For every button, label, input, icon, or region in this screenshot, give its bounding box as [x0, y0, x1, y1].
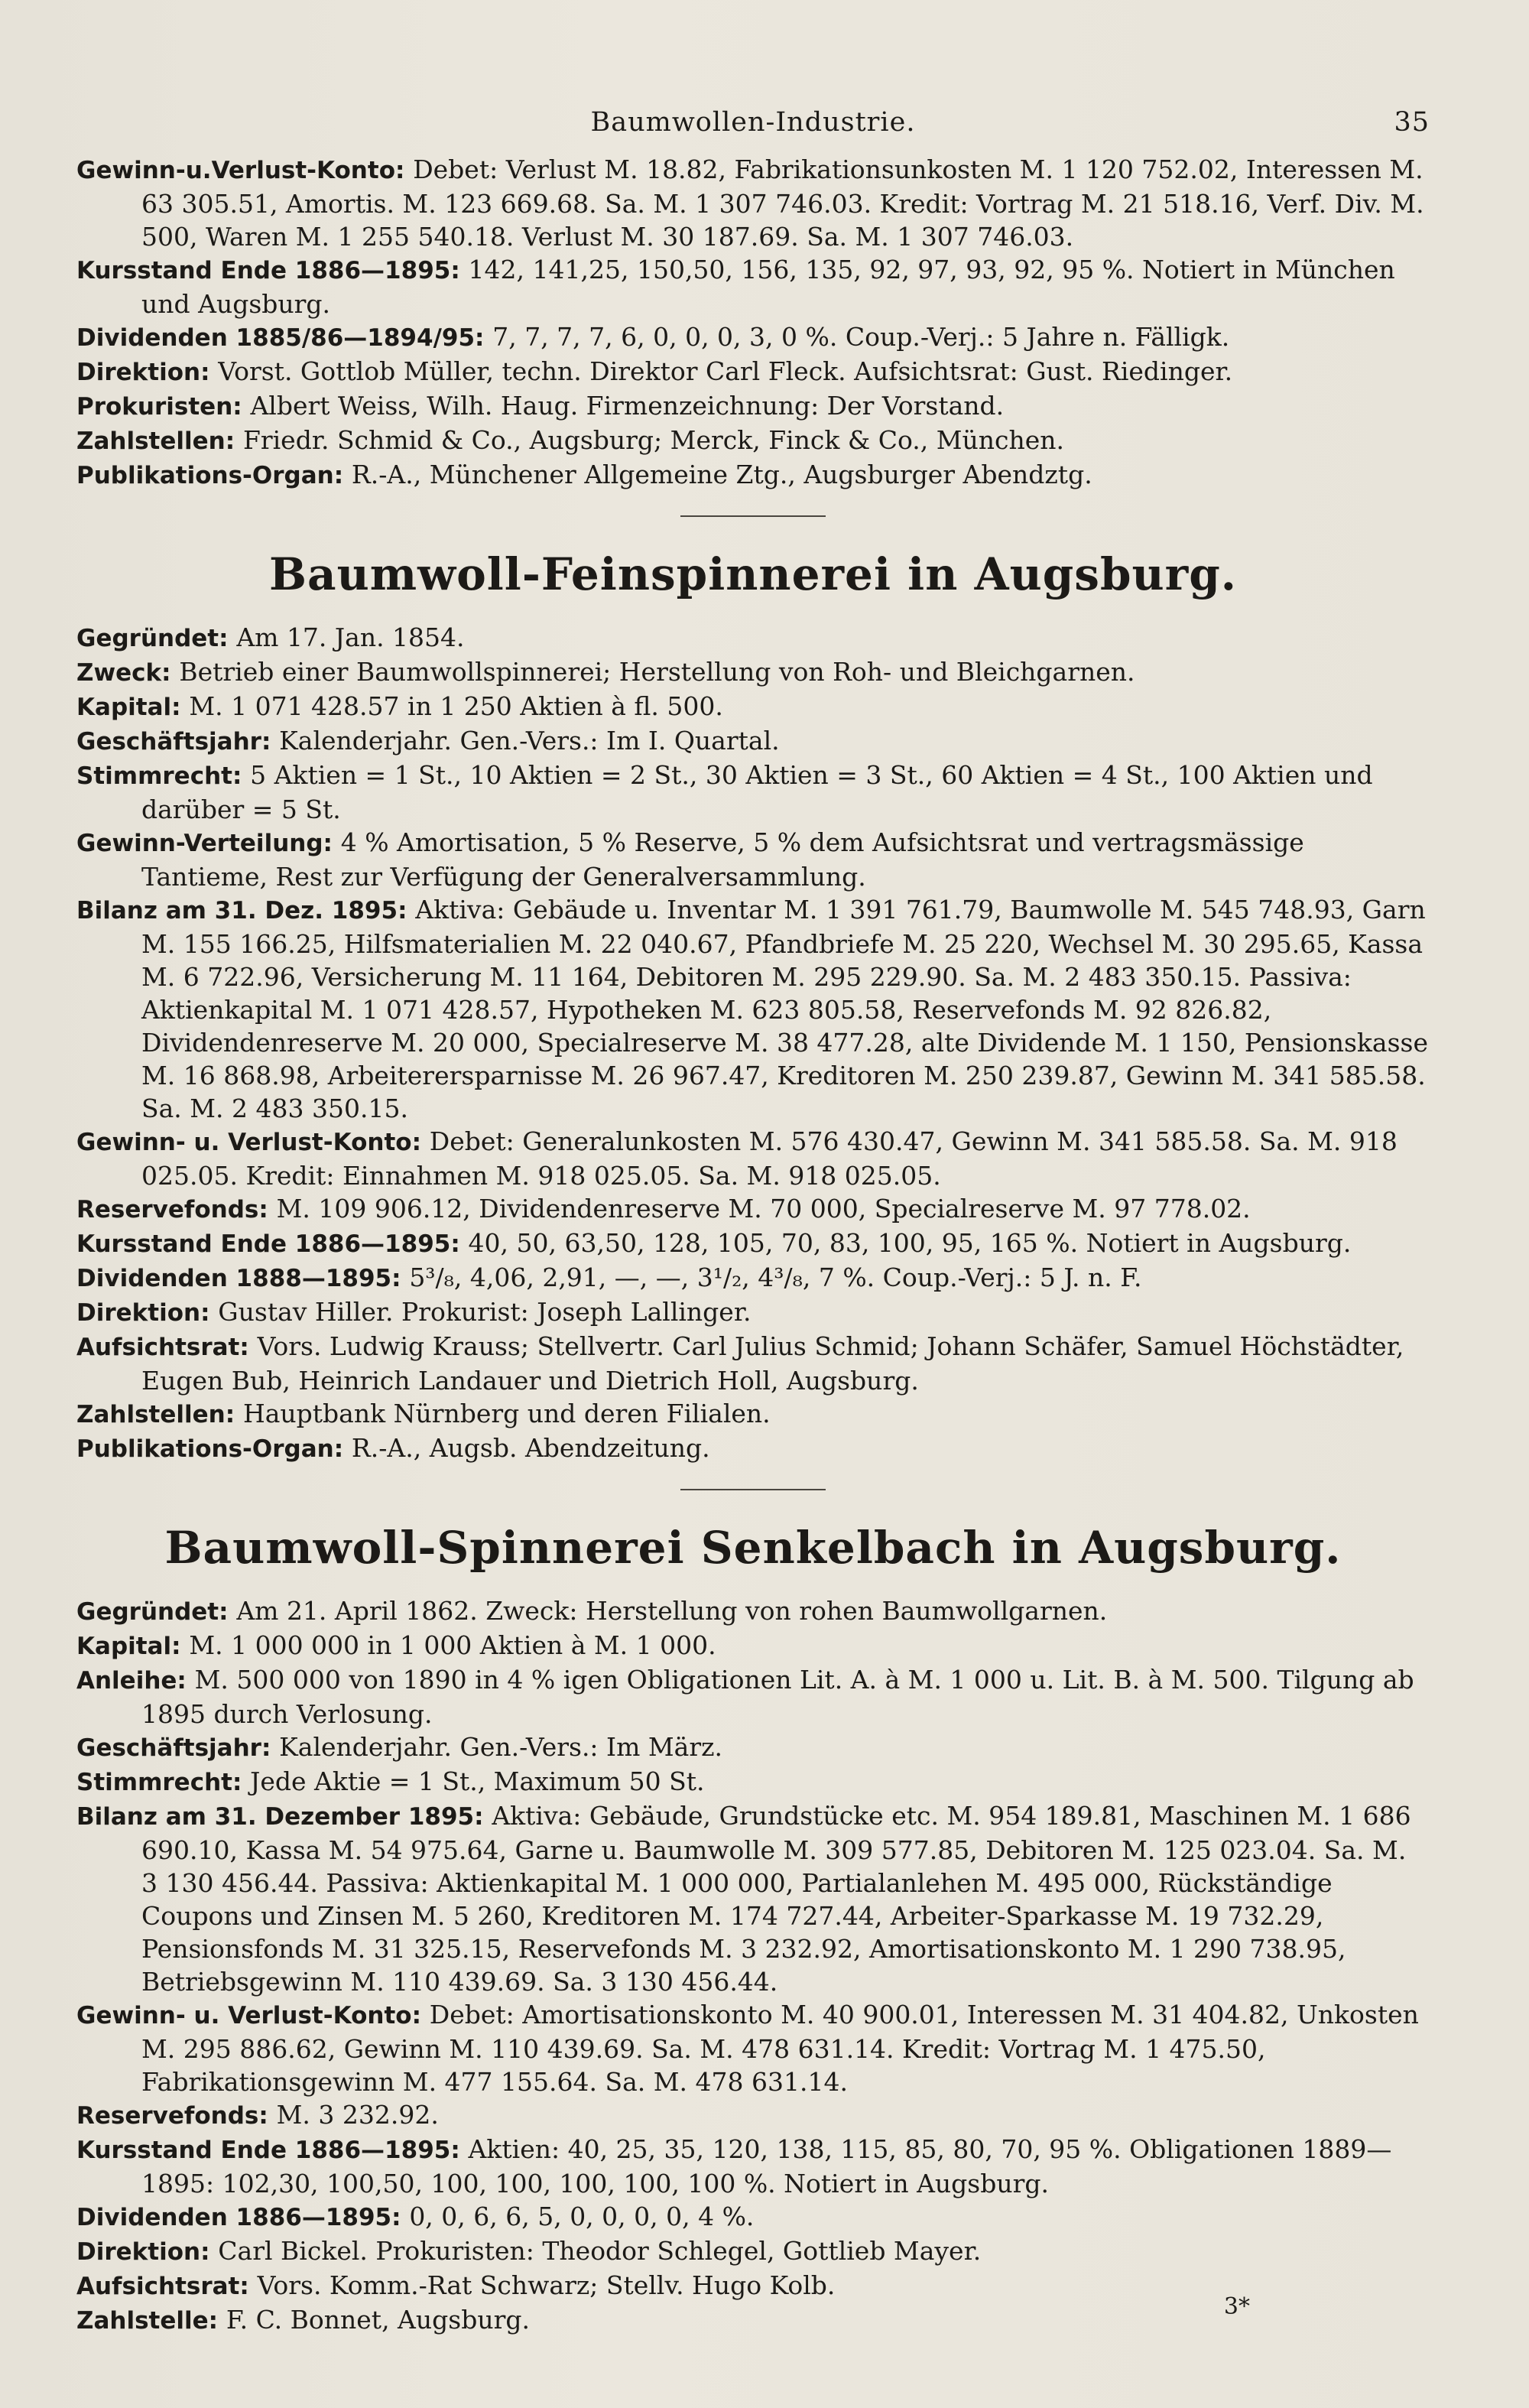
- company-1-section: [76, 153, 1430, 492]
- company-2-section: [76, 548, 1430, 1466]
- entry-text: Aktien: 40, 25, 35, 120, 138, 115, 85, 80, 70, 95 %. Obligationen 1889—1895: 102,30, 100,50, 100, 100, 100, 100, 100 %. Notiert in Augsburg.: [141, 2134, 1392, 2198]
- entry-key: Direktion:: [76, 1299, 210, 1327]
- entry-text: R.-A., Augsb. Abendzeitung.: [351, 1433, 710, 1463]
- entry-key: Kursstand Ende 1886—1895:: [76, 257, 460, 284]
- company-title: Baumwoll-Spinnerei Senkelbach in Augsburg.: [164, 1522, 1342, 1574]
- entry-key: Kapital:: [76, 694, 181, 721]
- entry: [76, 690, 1430, 724]
- entry: [76, 1998, 1430, 2098]
- entry-key: Dividenden 1885/86—1894/95:: [76, 324, 485, 352]
- entry-text: Debet: Verlust M. 18.82, Fabrikationsunkosten M. 1 120 752.02, Interessen M. 63 305.51, Amortis. M. 123 669.68. Sa. M. 1 307 746.03. Kredit: Vortrag M. 21 518.16, Verf. Div. M. 500, Waren M. 1 255 540.18. Verlust M. 30 187.69. Sa. M. 1 307 746.03.: [141, 154, 1424, 252]
- entry-key: Kursstand Ende 1886—1895:: [76, 2137, 460, 2164]
- entry: [76, 893, 1430, 1125]
- entry: [76, 1397, 1430, 1431]
- entry-text: Kalenderjahr. Gen.-Vers.: Im März.: [279, 1732, 722, 1762]
- company-title: Baumwoll-Feinspinnerei in Augsburg.: [269, 548, 1237, 600]
- entry-text: Aktiva: Gebäude, Grundstücke etc. M. 954 189.81, Maschinen M. 1 686 690.10, Kassa M. 54 975.64, Garne u. Baumwolle M. 309 577.85, Debitoren M. 125 023.04. Sa. M. 3 130 456.44. Passiva: Aktienkapital M. 1 000 000, Partialanlehen M. 495 000, Rückständige Coupons und Zinsen M. 5 260, Kreditoren M. 174 727.44, Arbeiter-Sparkasse M. 19 732.29, Pensionsfonds M. 31 325.15, Reservefonds M. 3 232.92, Amortisationskonto M. 1 290 738.95, Betriebsgewinn M. 110 439.69. Sa. 3 130 456.44.: [141, 1801, 1411, 1997]
- entry: [76, 759, 1430, 826]
- section-divider: [680, 1489, 826, 1490]
- entry: [76, 1765, 1430, 1799]
- entry: [76, 424, 1430, 458]
- entry-text: Friedr. Schmid & Co., Augsburg; Merck, Finck & Co., München.: [242, 425, 1065, 455]
- entry-text: Debet: Generalunkosten M. 576 430.47, Gewinn M. 341 585.58. Sa. M. 918 025.05. Kredit: Einnahmen M. 918 025.05. Sa. M. 918 025.05.: [141, 1126, 1398, 1191]
- entry: [76, 1594, 1430, 1629]
- entry: [76, 320, 1430, 355]
- entry-key: Geschäftsjahr:: [76, 1734, 271, 1762]
- entry: [76, 724, 1430, 759]
- signature-mark: 3*: [1223, 2293, 1250, 2320]
- entry-text: Vorst. Gottlob Müller, techn. Direktor Carl Fleck. Aufsichtsrat: Gust. Riedinger.: [218, 356, 1233, 386]
- running-head-title: Baumwollen-Industrie.: [590, 107, 916, 138]
- entry-text: R.-A., Münchener Allgemeine Ztg., Augsburger Abendztg.: [351, 460, 1092, 489]
- entry-key: Zahlstelle:: [76, 2307, 219, 2335]
- running-head: [76, 107, 1430, 153]
- entry-text: Am 21. April 1862. Zweck: Herstellung von rohen Baumwollgarnen.: [236, 1596, 1108, 1626]
- entry-key: Gewinn-u.Verlust-Konto:: [76, 157, 405, 184]
- entry: [76, 2200, 1430, 2234]
- entry-key: Zweck:: [76, 659, 171, 687]
- entry-text: M. 1 071 428.57 in 1 250 Aktien à fl. 500.: [189, 691, 723, 721]
- page-number: 35: [1394, 107, 1430, 138]
- entry-text: Jede Aktie = 1 St., Maximum 50 St.: [250, 1766, 705, 1796]
- entry-text: 40, 50, 63,50, 128, 105, 70, 83, 100, 95, 165 %. Notiert in Augsburg.: [468, 1228, 1352, 1258]
- entry-key: Zahlstellen:: [76, 427, 235, 455]
- entry-text: M. 109 906.12, Dividendenreserve M. 70 000, Specialreserve M. 97 778.02.: [276, 1194, 1251, 1223]
- entry-text: Vors. Komm.-Rat Schwarz; Stellv. Hugo Kolb.: [257, 2270, 836, 2300]
- entry-key: Direktion:: [76, 359, 210, 386]
- entry-key: Bilanz am 31. Dez. 1895:: [76, 897, 407, 925]
- entry-text: 4 % Amortisation, 5 % Reserve, 5 % dem Aufsichtsrat und vertragsmässige Tantieme, Rest zur Verfügung der Generalversammlung.: [141, 827, 1304, 892]
- entry-text: 5³/₈, 4,06, 2,91, —, —, 3¹/₂, 4³/₈, 7 %. Coup.-Verj.: 5 J. n. F.: [409, 1262, 1142, 1292]
- entry-text: 142, 141,25, 150,50, 156, 135, 92, 97, 93, 92, 95 %. Notiert in München und Augsburg.: [141, 255, 1395, 319]
- entry: [76, 655, 1430, 690]
- entry-key: Dividenden 1886—1895:: [76, 2204, 401, 2231]
- entry-text: Carl Bickel. Prokuristen: Theodor Schlegel, Gottlieb Mayer.: [218, 2236, 982, 2266]
- entry: [76, 1192, 1430, 1227]
- entry-text: Aktiva: Gebäude u. Inventar M. 1 391 761.79, Baumwolle M. 545 748.93, Garn M. 155 166.25, Hilfsmaterialien M. 22 040.67, Pfandbriefe M. 25 220, Wechsel M. 30 295.65, Kassa M. 6 722.96, Versicherung M. 11 164, Debitoren M. 295 229.90. Sa. M. 2 483 350.15. Passiva: Aktienkapital M. 1 071 428.57, Hypotheken M. 623 805.58, Reservefonds M. 92 826.82, Dividendenreserve M. 20 000, Specialreserve M. 38 477.28, alte Dividende M. 1 150, Pensionskasse M. 16 868.98, Arbeiterersparnisse M. 26 967.47, Kreditoren M. 250 239.87, Gewinn M. 341 585.58. Sa. M. 2 483 350.15.: [141, 895, 1428, 1123]
- entry: [76, 1125, 1430, 1192]
- entry: [76, 153, 1430, 253]
- entry-key: Stimmrecht:: [76, 1769, 242, 1796]
- entry: [76, 1730, 1430, 1765]
- entry: [76, 826, 1430, 893]
- entry-key: Kapital:: [76, 1633, 181, 1660]
- entry-key: Gegründet:: [76, 1598, 229, 1626]
- entry: [76, 1227, 1430, 1261]
- entry: [76, 1295, 1430, 1330]
- entry: [76, 1629, 1430, 1663]
- entry-text: Albert Weiss, Wilh. Haug. Firmenzeichnung: Der Vorstand.: [250, 391, 1005, 421]
- entry-key: Geschäftsjahr:: [76, 728, 271, 756]
- entry: [76, 355, 1430, 389]
- entry: [76, 2098, 1430, 2133]
- entry: [76, 2133, 1430, 2200]
- entry-key: Dividenden 1888—1895:: [76, 1265, 401, 1292]
- entry-key: Publikations-Organ:: [76, 1435, 344, 1463]
- entry-key: Gewinn- u. Verlust-Konto:: [76, 1129, 421, 1156]
- entry: [76, 1663, 1430, 1730]
- entry: [76, 1431, 1430, 1466]
- entry-key: Direktion:: [76, 2238, 210, 2266]
- company-3-section: [76, 1521, 1430, 2338]
- entry: [76, 1799, 1430, 1998]
- entry-key: Bilanz am 31. Dezember 1895:: [76, 1803, 484, 1831]
- entry-text: M. 1 000 000 in 1 000 Aktien à M. 1 000.: [189, 1630, 716, 1660]
- entry: [76, 621, 1430, 655]
- entry: [76, 458, 1430, 492]
- entry: [76, 1261, 1430, 1295]
- entry-key: Publikations-Organ:: [76, 462, 344, 489]
- entry-key: Aufsichtsrat:: [76, 1334, 249, 1361]
- entry-text: Am 17. Jan. 1854.: [236, 622, 465, 652]
- entry-text: 7, 7, 7, 7, 6, 0, 0, 0, 3, 0 %. Coup.-Verj.: 5 Jahre n. Fälligk.: [492, 322, 1230, 352]
- entry-key: Gewinn- u. Verlust-Konto:: [76, 2002, 421, 2029]
- entry-text: Gustav Hiller. Prokurist: Joseph Lallinger.: [218, 1297, 752, 1327]
- entry-key: Prokuristen:: [76, 393, 242, 421]
- entry-text: 5 Aktien = 1 St., 10 Aktien = 2 St., 30 Aktien = 3 St., 60 Aktien = 4 St., 100 Aktien und darüber = 5 St.: [141, 760, 1373, 824]
- entry-key: Gegründet:: [76, 625, 229, 652]
- entry-text: Debet: Amortisationskonto M. 40 900.01, Interessen M. 31 404.82, Unkosten M. 295 886.62, Gewinn M. 110 439.69. Sa. M. 478 631.14. Kredit: Vortrag M. 1 475.50, Fabrikationsgewinn M. 477 155.64. Sa. M. 478 631.14.: [141, 2000, 1419, 2097]
- entry-key: Anleihe:: [76, 1667, 187, 1695]
- entry: [76, 253, 1430, 320]
- entry-text: Betrieb einer Baumwollspinnerei; Herstellung von Roh- und Bleichgarnen.: [179, 657, 1135, 687]
- entry-text: Vors. Ludwig Krauss; Stellvertr. Carl Julius Schmid; Johann Schäfer, Samuel Höchstädter, Eugen Bub, Heinrich Landauer und Dietrich Holl, Augsburg.: [141, 1331, 1404, 1396]
- entry-key: Gewinn-Verteilung:: [76, 830, 333, 857]
- entry-text: M. 3 232.92.: [276, 2100, 439, 2130]
- entry-text: 0, 0, 6, 6, 5, 0, 0, 0, 0, 4 %.: [409, 2202, 755, 2231]
- entry: [76, 2234, 1430, 2269]
- entry-text: Hauptbank Nürnberg und deren Filialen.: [242, 1399, 771, 1428]
- entry-key: Reservefonds:: [76, 1196, 268, 1223]
- entry-text: F. C. Bonnet, Augsburg.: [226, 2305, 530, 2335]
- entry: [76, 389, 1430, 424]
- entry-text: Kalenderjahr. Gen.-Vers.: Im I. Quartal.: [279, 726, 780, 756]
- entry-key: Reservefonds:: [76, 2102, 268, 2130]
- entry-key: Zahlstellen:: [76, 1401, 235, 1428]
- section-divider: [680, 515, 826, 517]
- entry: [76, 1330, 1430, 1397]
- entry-key: Kursstand Ende 1886—1895:: [76, 1230, 460, 1258]
- entry-key: Aufsichtsrat:: [76, 2273, 249, 2300]
- entry-text: M. 500 000 von 1890 in 4 % igen Obligationen Lit. A. à M. 1 000 u. Lit. B. à M. 500. Tilgung ab 1895 durch Verlosung.: [141, 1665, 1414, 1729]
- entry-key: Stimmrecht:: [76, 762, 242, 790]
